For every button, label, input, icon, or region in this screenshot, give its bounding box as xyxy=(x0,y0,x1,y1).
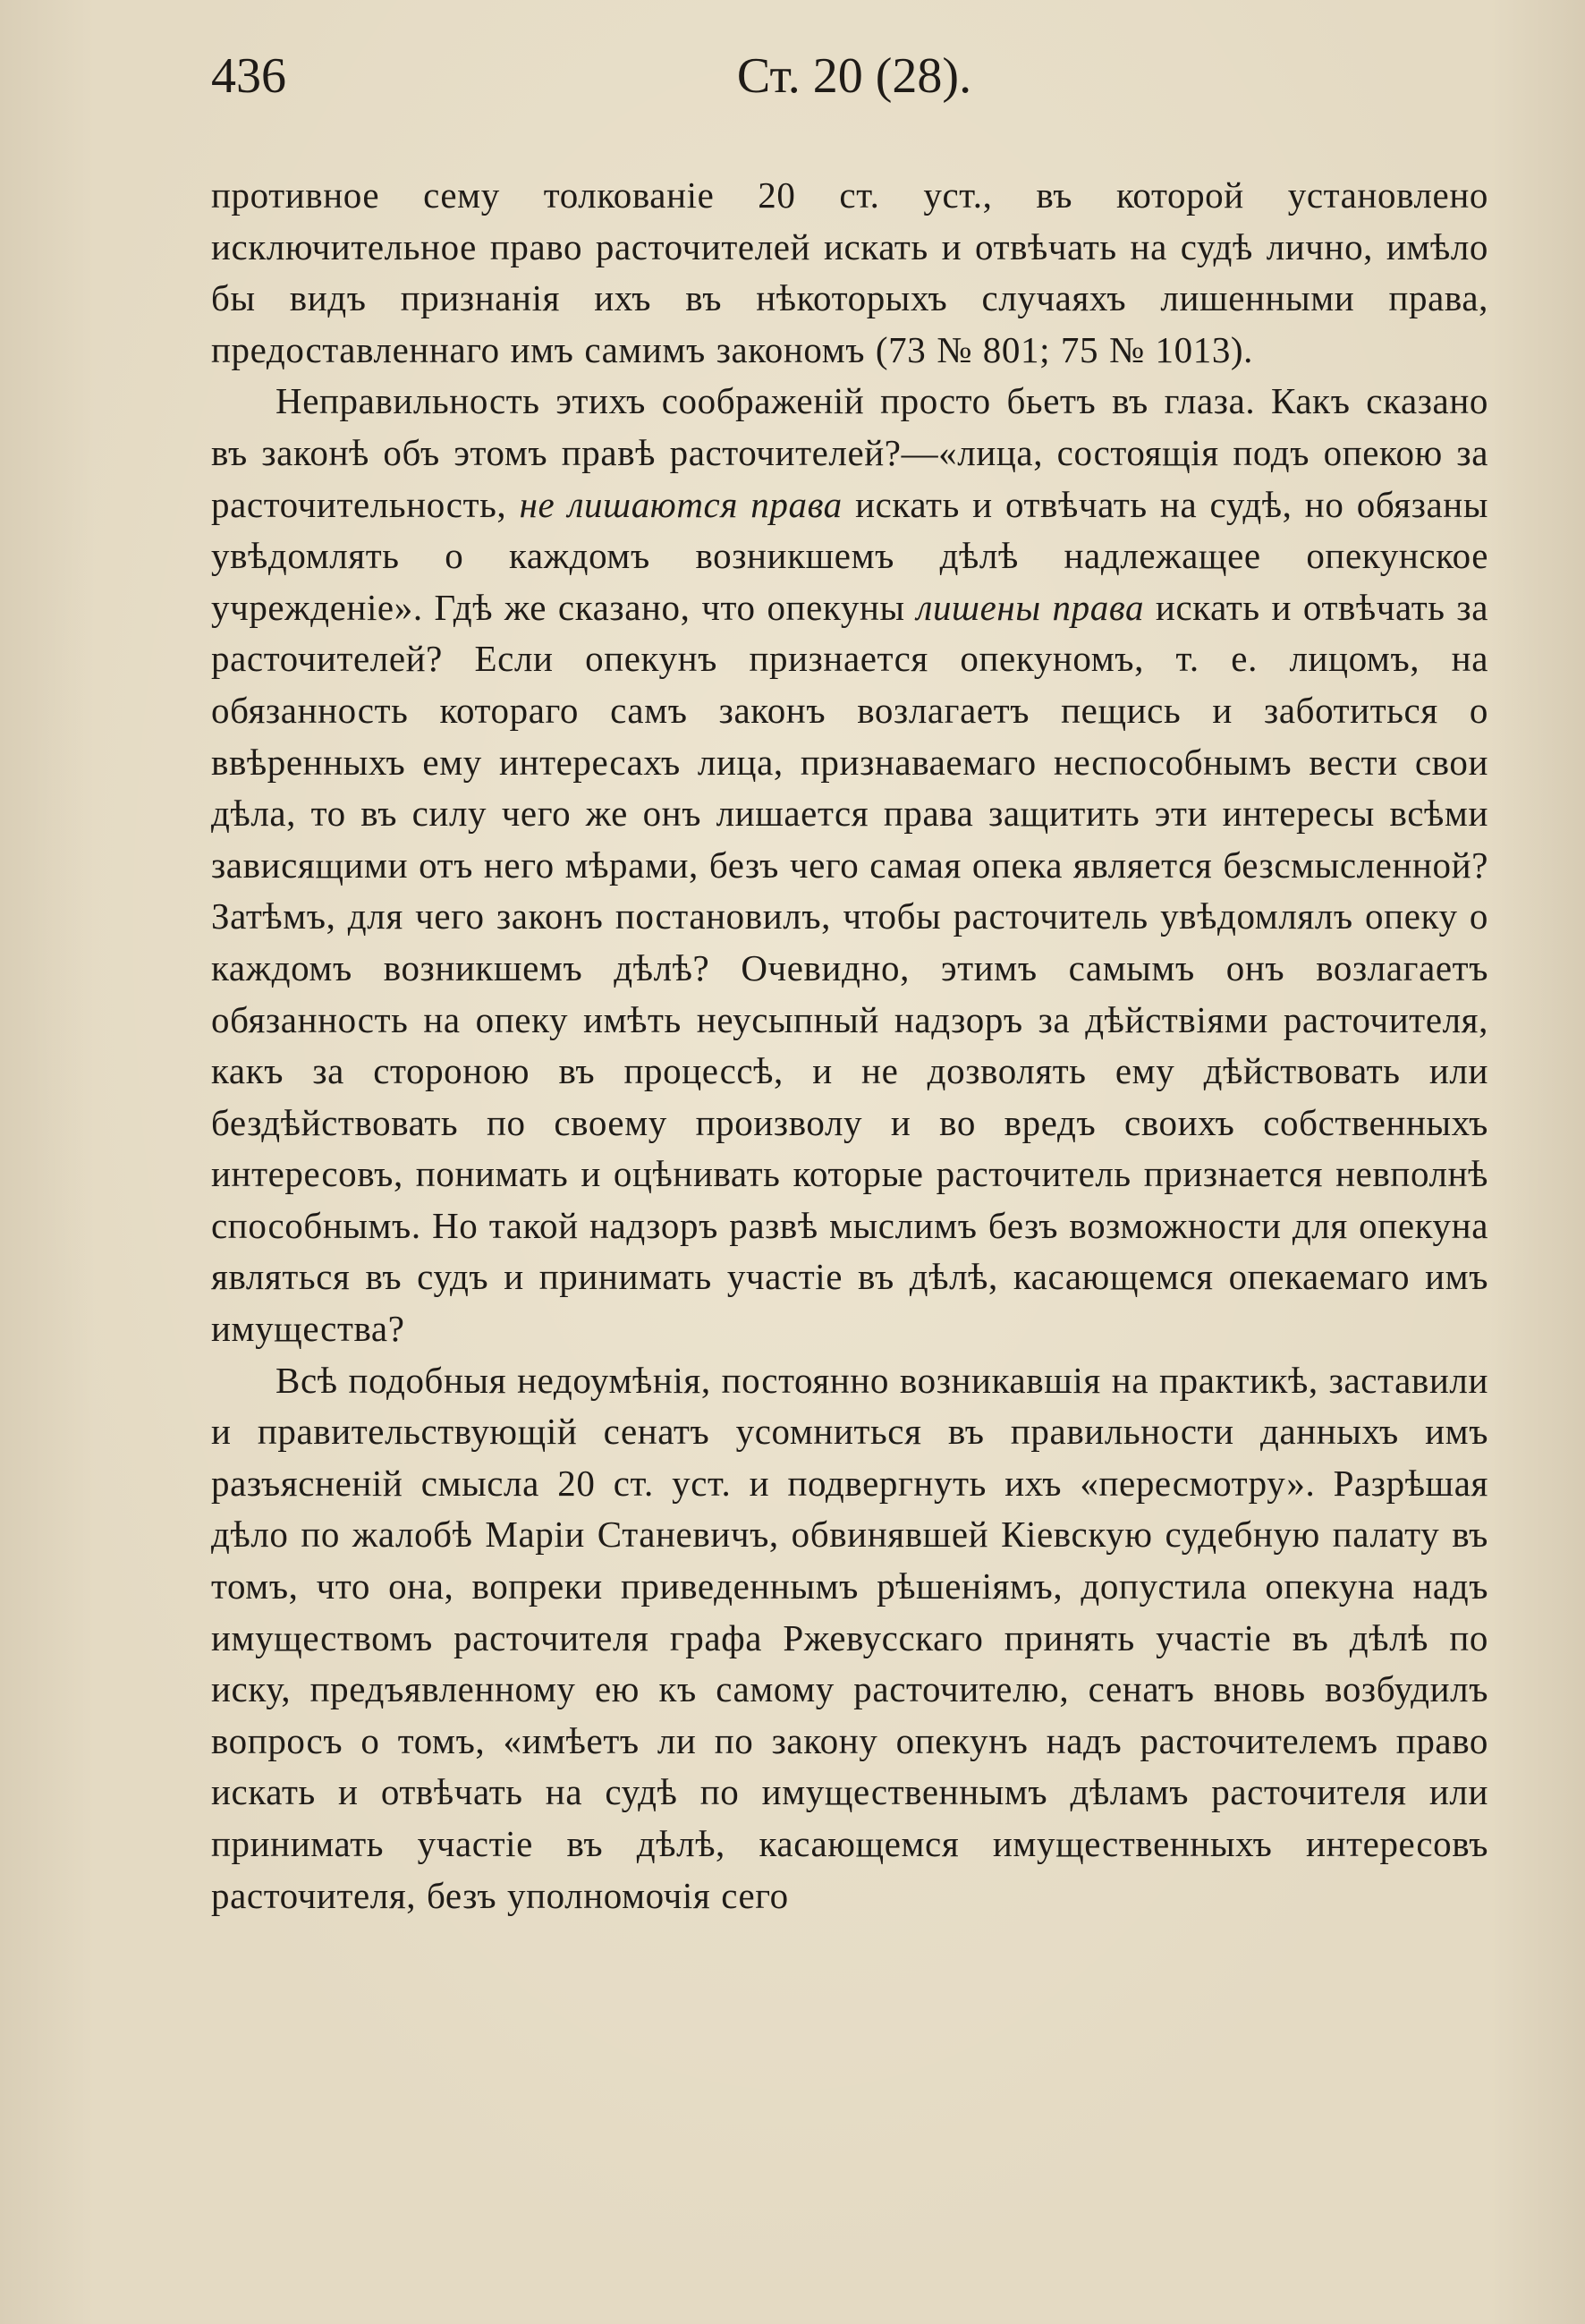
text-run: Всѣ подобныя недоумѣнія, постоянно возникавшія на практикѣ, заставили и правительствующій сенатъ усомниться въ правильности данныхъ имъ разъясненій смысла 20 ст. уст. и подвергнуть ихъ «пересмотру». Разрѣшая дѣло по жалобѣ Маріи Станевичъ, обвинявшей Кіевскую судебную палату въ томъ, что она, вопреки приведеннымъ рѣшеніямъ, допустила опекуна надъ имуществомъ расточителя графа Ржевусскаго принять участіе въ дѣлѣ по иску, предъявленному ею къ самому расточителю, сенатъ вновь возбудилъ вопросъ о томъ, «имѣетъ ли по закону опекунъ надъ расточителемъ право искать и отвѣчать на судѣ по имущественнымъ дѣламъ расточителя или принимать участіе въ дѣлѣ, касающемся имущественныхъ интересовъ расточителя, безъ уполномочія сего xyxy=(211,1359,1488,1916)
paragraph-continuation xyxy=(211,170,1488,376)
italic-emphasis: лишены права xyxy=(916,586,1145,628)
text-run: Неправильность этихъ соображеній просто бьетъ въ глаза. Какъ сказано въ законѣ объ этомъ правѣ расточителей?—«лица, состоящія подъ опекою за расточительность, xyxy=(211,380,1488,525)
text-run: искать и отвѣчать за расточителей? Если опекунъ признается опекуномъ, т. е. лицомъ, на обязанность котораго самъ законъ возлагаетъ пещись и заботиться о ввѣренныхъ ему интересахъ лица, признаваемаго неспособнымъ вести свои дѣла, то въ силу чего же онъ лишается права защитить эти интересы всѣми зависящими отъ него мѣрами, безъ чего самая опека является безсмысленной? Затѣмъ, для чего законъ постановилъ, чтобы расточитель увѣдомлялъ опеку о каждомъ возникшемъ дѣлѣ? Очевидно, этимъ самымъ онъ возлагаетъ обязанность на опеку имѣть неусыпный надзоръ за дѣйствіями расточителя, какъ за стороною въ процессѣ, и не дозволять ему дѣйствовать или бездѣйствовать по своему произволу и во вредъ своихъ собственныхъ интересовъ, понимать и оцѣнивать которые расточитель признается невполнѣ способнымъ. Но такой надзоръ развѣ мыслимъ безъ возможности для опекуна являться въ судъ и принимать участіе въ дѣлѣ, касающемся опекаемаго имъ имущества? xyxy=(211,586,1488,1350)
article-header: Ст. 20 (28). xyxy=(736,48,972,104)
body-text xyxy=(211,170,1488,1921)
page-number: 436 xyxy=(211,48,286,104)
paragraph-critique xyxy=(211,376,1488,1354)
italic-emphasis: не лишаются права xyxy=(519,483,843,525)
text-run: противное сему толкованіе 20 ст. уст., въ которой установлено исключительное право расточителей искать и отвѣчать на судѣ лично, имѣло бы видъ признанія ихъ въ нѣкоторыхъ случаяхъ лишенными права, предоставленнаго имъ самимъ закономъ (73 № 801; 75 № 1013). xyxy=(211,174,1488,370)
book-page xyxy=(211,36,1488,1921)
running-header xyxy=(211,36,1488,116)
text-run: искать и отвѣчать на судѣ, но обязаны увѣдомлять о каждомъ возникшемъ дѣлѣ надлежащее опекунское учрежденіе». Гдѣ же сказано, что опекуны xyxy=(211,483,1488,628)
paragraph-senate-review xyxy=(211,1355,1488,1922)
